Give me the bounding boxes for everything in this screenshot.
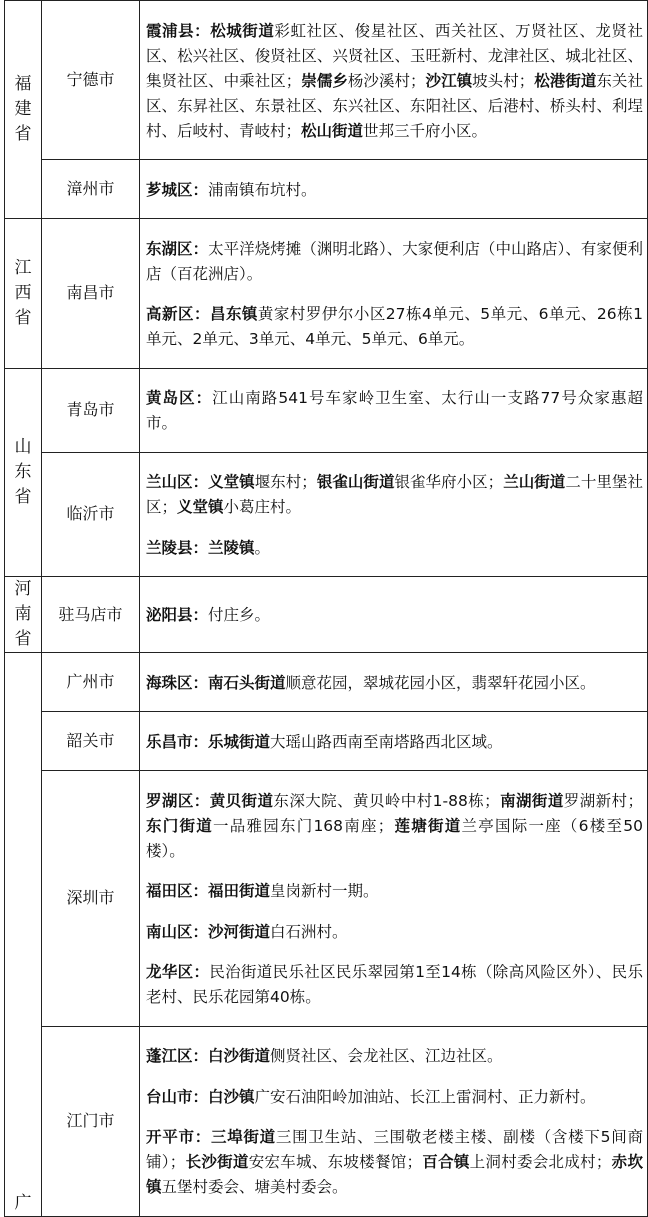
district-label: 高新区： (146, 305, 210, 323)
area-text: 一品雅园东门168南座； (212, 816, 394, 835)
province-name: 山东省 (14, 436, 32, 507)
table-row (5, 712, 648, 771)
district-label: 白沙镇 (208, 1087, 255, 1106)
district-label: 义堂镇 (208, 473, 255, 491)
district-label: 黄贝街道 (209, 791, 274, 810)
area-text: 罗湖新村； (563, 791, 643, 810)
area-text: 江山南路541号车家岭卫生室、太行山一支路77号众家惠超市。 (146, 389, 643, 432)
area-list-cell (140, 1, 648, 160)
area-list-cell (140, 452, 648, 577)
area-paragraph (146, 1125, 643, 1200)
district-label: 台山市： (146, 1087, 209, 1106)
table-row (5, 1, 648, 160)
district-label: 白沙街道 (208, 1047, 271, 1065)
district-label: 三埠街道 (210, 1128, 276, 1146)
area-text: 大瑶山路西南至南塔路西北区域。 (270, 732, 503, 751)
city-name: 韶关市 (42, 712, 140, 771)
area-text: 杨沙溪村； (347, 71, 426, 90)
area-list-cell (140, 771, 648, 1027)
area-text: 五堡村委会、塘美村委会。 (161, 1178, 348, 1196)
district-label: 乐昌市： (146, 732, 209, 751)
area-list-cell (140, 1026, 648, 1216)
city-name: 青岛市 (42, 368, 140, 452)
table-row (5, 577, 648, 653)
area-paragraph (146, 470, 643, 520)
district-label: 芗城区： (146, 180, 209, 199)
district-label: 兰山街道 (503, 473, 566, 491)
risk-area-table (4, 0, 648, 1217)
area-paragraph (146, 920, 643, 945)
district-label: 蓬江区： (146, 1047, 209, 1065)
area-list-cell (140, 160, 648, 219)
area-paragraph (146, 603, 643, 628)
district-label: 泌阳县： (146, 606, 209, 624)
district-label: 银雀山街道 (316, 473, 395, 491)
area-paragraph (146, 302, 643, 352)
province-name: 河南省 (14, 579, 32, 649)
city-name: 宁德市 (42, 1, 140, 160)
city-name: 漳州市 (42, 160, 140, 219)
province-cell (5, 653, 42, 1217)
district-label: 兰山区： (146, 473, 209, 491)
area-list-cell (140, 219, 648, 369)
area-paragraph (146, 1085, 643, 1110)
city-name: 临沂市 (42, 452, 140, 577)
city-name: 驻马店市 (42, 577, 140, 653)
area-paragraph (146, 1044, 643, 1069)
area-paragraph (146, 19, 643, 144)
table-body (5, 1, 648, 1217)
district-label: 乐城街道 (208, 732, 271, 751)
area-list-cell (140, 653, 648, 712)
area-list-cell (140, 577, 648, 653)
area-text: 付庄乡。 (208, 606, 271, 624)
area-text: 上洞村委会北成村； (469, 1153, 612, 1171)
city-name: 广州市 (42, 653, 140, 712)
area-text: 东关社区、东昇社区、东景社区、东兴社区、东阳社区、后港村、桥头村、利埕村、后岐村、青岐村； (146, 71, 643, 140)
district-label: 松城街道 (210, 21, 275, 40)
area-text: 世邦三千府小区。 (363, 121, 488, 140)
risk-area-table-page (4, 0, 643, 1213)
district-label: 兰陵镇 (208, 538, 255, 557)
area-paragraph (146, 386, 643, 436)
province-name: 广 (14, 1192, 32, 1213)
district-label: 义堂镇 (177, 498, 224, 516)
area-text: 安宏车城、东坡楼餐馆； (248, 1153, 423, 1171)
area-paragraph (146, 671, 643, 696)
area-text: 皇岗新村一期。 (270, 882, 379, 900)
district-label: 崇儒乡 (301, 71, 348, 90)
district-label: 百合镇 (422, 1153, 470, 1171)
area-list-cell (140, 712, 648, 771)
province-name: 江西省 (14, 257, 32, 328)
city-name: 南昌市 (42, 219, 140, 369)
district-label: 南湖街道 (499, 791, 564, 810)
district-label: 沙河街道 (208, 922, 271, 941)
area-text: 太平洋烧烤摊（渊明北路）、大家便利店（中山路店）、有家便利店（百花洲店）。 (146, 239, 643, 283)
district-label: 松山街道 (301, 121, 364, 140)
area-paragraph (146, 730, 643, 755)
district-label: 罗湖区： (146, 791, 210, 810)
area-text: 。 (254, 538, 271, 557)
area-list-cell (140, 368, 648, 452)
province-cell (5, 368, 42, 577)
area-text: 二十里堡社区； (146, 473, 643, 516)
table-row (5, 219, 648, 369)
area-text: 兰亭国际一座（6楼至50楼）。 (146, 816, 643, 860)
area-text: 白石洲村。 (270, 922, 348, 941)
district-label: 海珠区： (146, 673, 209, 692)
area-text: 彩虹社区、俊星社区、西关社区、万贤社区、龙贤社区、松兴社区、俊贤社区、兴贤社区、玉旺新村、龙津社区、城北社区、集贤社区、中乘社区； (146, 21, 643, 90)
district-label: 昌东镇 (209, 305, 258, 323)
area-paragraph (146, 237, 643, 287)
area-text: 东深大院、黄贝岭中村1-88栋； (273, 791, 500, 810)
city-name: 江门市 (42, 1026, 140, 1216)
area-paragraph (146, 789, 643, 864)
district-label: 松港街道 (534, 71, 597, 90)
district-label: 开平市： (146, 1128, 211, 1146)
area-text: 民治街道民乐社区民乐翠园第1至14栋（除高风险区外）、民乐老村、民乐花园第40栋。 (146, 963, 643, 1006)
district-label: 黄岛区： (146, 389, 213, 407)
area-text: 三围卫生站、三围敬老楼主楼、副楼（含楼下5间商铺）； (146, 1128, 643, 1171)
table-row (5, 1026, 648, 1216)
table-row (5, 160, 648, 219)
area-text: 顺意花园，翠城花园小区，翡翠轩花园小区。 (285, 673, 596, 692)
area-text: 广安石油阳岭加油站、长江上雷洞村、正力新村。 (254, 1087, 596, 1106)
table-row (5, 368, 648, 452)
province-cell (5, 219, 42, 369)
district-label: 霞浦县： (146, 21, 211, 40)
area-text: 侧贤社区、会龙社区、江边社区。 (270, 1047, 503, 1065)
area-text: 银雀华府小区； (394, 473, 504, 491)
province-cell (5, 1, 42, 219)
area-text: 黄家村罗伊尔小区27栋4单元、5单元、6单元、26栋1单元、2单元、3单元、4单元、5单元、6单元。 (146, 305, 643, 348)
table-row (5, 653, 648, 712)
area-paragraph (146, 960, 643, 1010)
district-label: 东湖区： (146, 239, 209, 258)
province-name: 福建省 (14, 74, 32, 144)
area-text: 堰东村； (254, 473, 317, 491)
district-label: 莲塘街道 (393, 816, 462, 835)
district-label: 东门街道 (146, 816, 213, 835)
area-paragraph (146, 536, 643, 561)
province-cell (5, 577, 42, 653)
table-row (5, 771, 648, 1027)
area-text: 小葛庄村。 (223, 498, 302, 516)
district-label: 福田区： (146, 882, 209, 900)
city-name: 深圳市 (42, 771, 140, 1027)
district-label: 福田街道 (208, 882, 271, 900)
district-label: 赤坎镇 (146, 1153, 643, 1196)
area-paragraph (146, 879, 643, 904)
district-label: 沙江镇 (425, 71, 473, 90)
area-text: 浦南镇布坑村。 (208, 180, 317, 199)
table-row (5, 452, 648, 577)
area-text: 坡头村； (472, 71, 535, 90)
district-label: 龙华区： (146, 963, 210, 981)
district-label: 兰陵县： (146, 538, 209, 557)
district-label: 长沙街道 (185, 1153, 249, 1171)
district-label: 南石头街道 (208, 673, 286, 692)
district-label: 南山区： (146, 922, 209, 941)
area-paragraph (146, 178, 643, 203)
